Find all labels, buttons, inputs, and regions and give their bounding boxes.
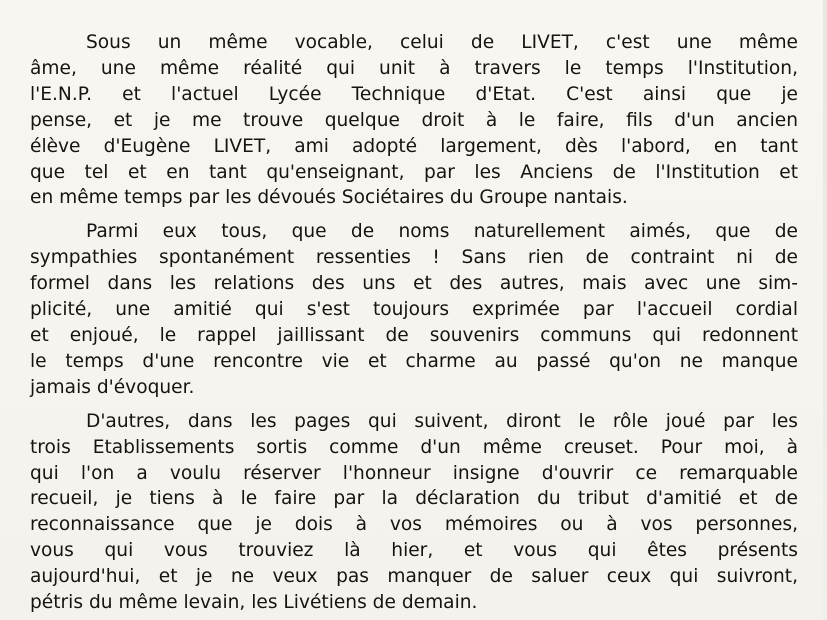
text-line: plicité, une amitié qui s'est toujours exprimée par l'accueil cordial [30,299,798,321]
text-line: Parmi eux tous, que de noms naturellement aimés, que de [86,221,798,243]
text-line: reconnaissance que je dois à vos mémoires ou à vos personnes, [30,514,798,536]
text-line: formel dans les relations des uns et des autres, mais avec une sim- [30,273,798,295]
text-line: sympathies spontanément ressenties ! Sans rien de contraint ni de [30,247,798,269]
text-line: Sous un même vocable, celui de LIVET, c'est une même [86,32,798,53]
text-line: pense, et je me trouve quelque droit à le faire, fils d'un ancien [30,109,798,131]
text-line: que tel et en tant qu'enseignant, par les Anciens de l'Institution et [30,161,798,183]
page-edge [823,0,827,620]
paragraph-2 [30,219,798,400]
text-line: l'E.N.P. et l'actuel Lycée Technique d'Etat. C'est ainsi que je [30,83,798,105]
text-line: recueil, je tiens à le faire par la déclaration du tribut d'amitié et de [30,488,798,510]
text-line: D'autres, dans les pages qui suivent, diront le rôle joué par les [86,410,798,432]
text-line: aujourd'hui, et je ne veux pas manquer de saluer ceux qui suivront, [30,566,798,588]
body-text [30,30,798,616]
text-line: élève d'Eugène LIVET, ami adopté largement, dès l'abord, en tant [30,135,798,157]
text-line: âme, une même réalité qui unit à travers le temps l'Institution, [30,57,798,79]
text-line: le temps d'une rencontre vie et charme au passé qu'on ne manque [30,350,798,372]
paragraph-3 [30,409,798,616]
text-line: trois Etablissements sortis comme d'un même creuset. Pour moi, à [30,436,798,458]
text-line: et enjoué, le rappel jaillissant de souvenirs communs qui redonnent [30,324,798,346]
text-line: pétris du même levain, les Livétiens de demain. [30,592,478,614]
paragraph-1 [30,30,798,211]
text-line: jamais d'évoquer. [30,376,195,398]
text-line: en même temps par les dévoués Sociétaires du Groupe nantais. [30,187,628,209]
text-line: vous qui vous trouviez là hier, et vous qui êtes présents [30,540,798,562]
text-line: qui l'on a voulu réserver l'honneur insigne d'ouvrir ce remarquable [30,462,798,484]
